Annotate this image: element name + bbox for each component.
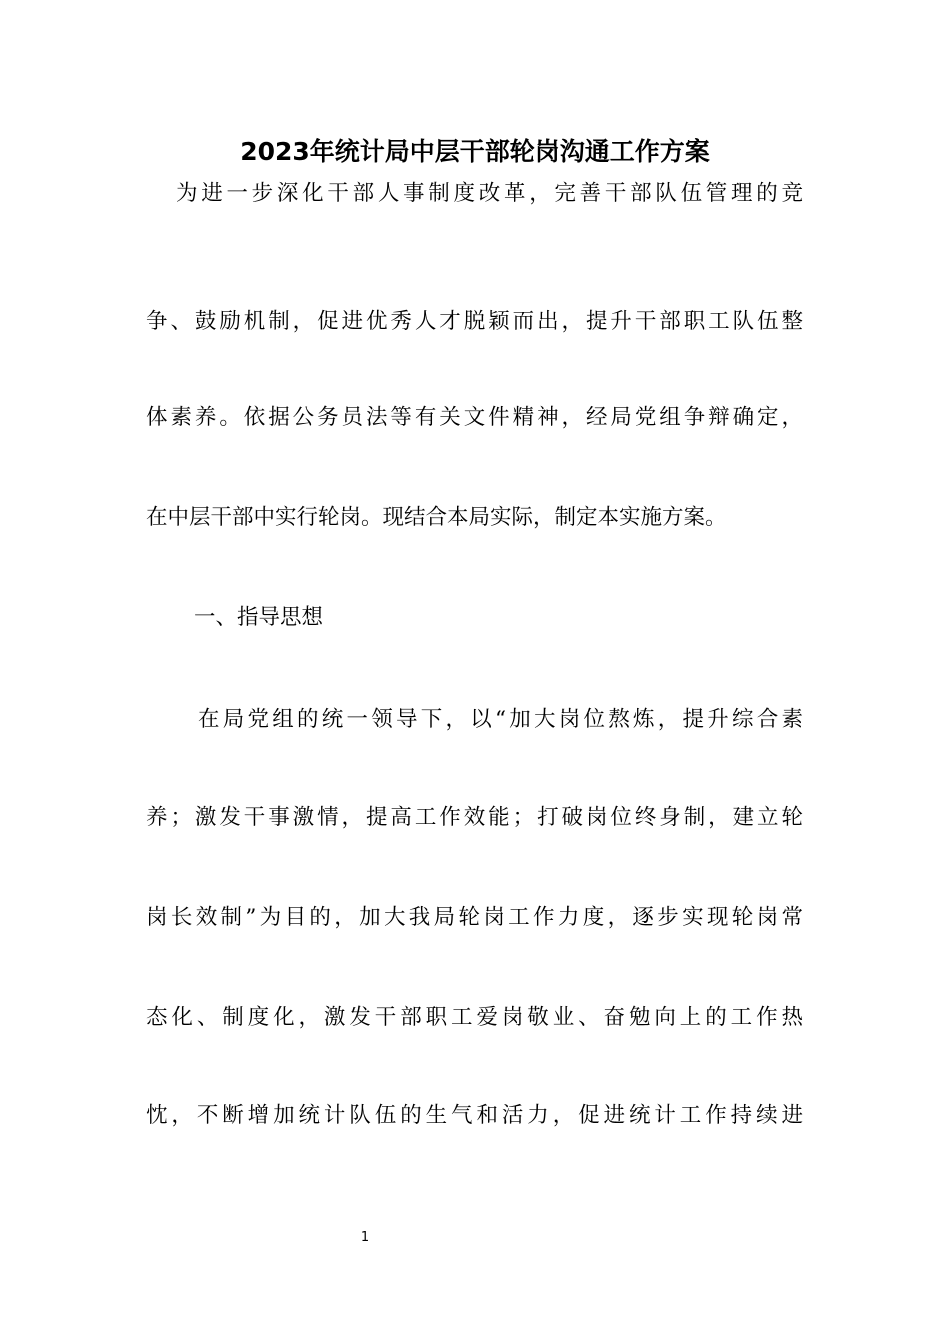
- paragraph-line: 争、鼓励机制，促进优秀人才脱颖而出，提升干部职工队伍整: [146, 309, 803, 334]
- paragraph-line: 态化、制度化，激发干部职工爱岗敬业、奋勉向上的工作热: [146, 1005, 803, 1030]
- paragraph-line: 养；激发干事激情，提高工作效能；打破岗位终身制，建立轮: [146, 805, 803, 830]
- paragraph-line: 体素养。依据公务员法等有关文件精神，经局党组争辩确定，: [146, 405, 803, 430]
- section-heading: 一、指导思想: [194, 605, 324, 630]
- paragraph-line: 在局党组的统一领导下，以“加大岗位熬炼，提升综合素: [198, 707, 803, 732]
- paragraph-line: 为进一步深化干部人事制度改革，完善干部队伍管理的竞: [176, 181, 803, 206]
- paragraph-line: 忱，不断增加统计队伍的生气和活力，促进统计工作持续进: [146, 1103, 803, 1128]
- paragraph-line: 岗长效制”为目的，加大我局轮岗工作力度，逐步实现轮岗常: [146, 905, 803, 930]
- paragraph-line: 在中层干部中实行轮岗。现结合本局实际，制定本实施方案。: [146, 505, 727, 530]
- document-title: 2023年统计局中层干部轮岗沟通工作方案: [240, 137, 710, 166]
- page-number: 1: [360, 1230, 370, 1245]
